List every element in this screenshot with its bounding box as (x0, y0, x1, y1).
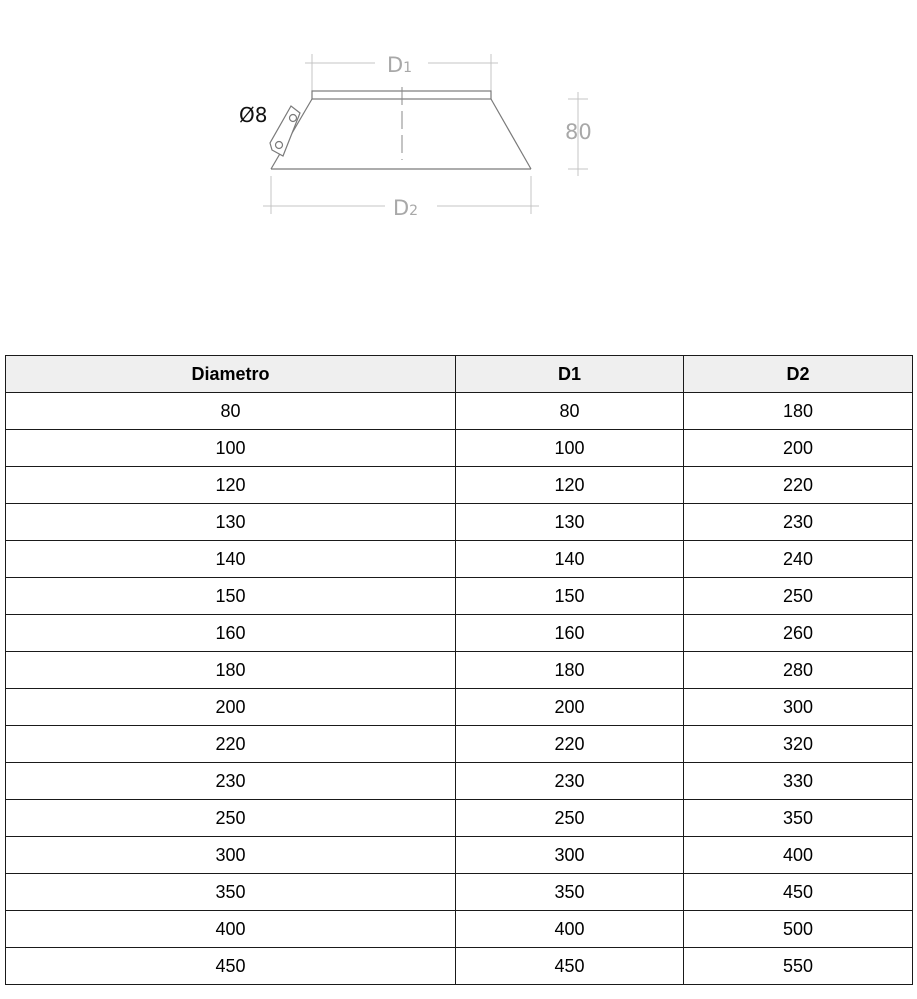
table-row (6, 911, 913, 948)
header-d2: D2 (684, 356, 913, 393)
d2-cell: 350 (684, 800, 913, 837)
diametro-cell: 400 (6, 911, 456, 948)
d2-cell: 400 (684, 837, 913, 874)
d1-cell: 120 (456, 467, 684, 504)
diametro-cell: 220 (6, 726, 456, 763)
d2-cell: 320 (684, 726, 913, 763)
d1-cell: 100 (456, 430, 684, 467)
diametro-cell: 250 (6, 800, 456, 837)
table-row (6, 578, 913, 615)
diametro-cell: 350 (6, 874, 456, 911)
d2-cell: 200 (684, 430, 913, 467)
table-row (6, 615, 913, 652)
diametro-cell: 180 (6, 652, 456, 689)
table-body (6, 393, 913, 985)
d2-cell: 330 (684, 763, 913, 800)
table-row (6, 763, 913, 800)
hole-diameter-label: Ø8 (239, 103, 268, 127)
table-header-row (6, 356, 913, 393)
d1-cell: 300 (456, 837, 684, 874)
d1-cell: 230 (456, 763, 684, 800)
diametro-cell: 450 (6, 948, 456, 985)
dimensions-table (5, 355, 913, 985)
d1-cell: 80 (456, 393, 684, 430)
header-d1: D1 (456, 356, 684, 393)
table-row (6, 874, 913, 911)
d2-cell: 500 (684, 911, 913, 948)
table-row (6, 800, 913, 837)
diametro-cell: 230 (6, 763, 456, 800)
d1-cell: 350 (456, 874, 684, 911)
table-row (6, 541, 913, 578)
table-row (6, 430, 913, 467)
d1-cell: 150 (456, 578, 684, 615)
table-row (6, 837, 913, 874)
diametro-cell: 160 (6, 615, 456, 652)
d2-cell: 300 (684, 689, 913, 726)
diametro-cell: 100 (6, 430, 456, 467)
diametro-cell: 200 (6, 689, 456, 726)
diametro-cell: 130 (6, 504, 456, 541)
d2-cell: 180 (684, 393, 913, 430)
d2-cell: 260 (684, 615, 913, 652)
header-diametro: Diametro (6, 356, 456, 393)
diametro-cell: 300 (6, 837, 456, 874)
d2-cell: 550 (684, 948, 913, 985)
d2-cell: 250 (684, 578, 913, 615)
d1-cell: 160 (456, 615, 684, 652)
table-row (6, 948, 913, 985)
table-row (6, 467, 913, 504)
d2-cell: 230 (684, 504, 913, 541)
d1-cell: 400 (456, 911, 684, 948)
d1-cell: 250 (456, 800, 684, 837)
d1-cell: 130 (456, 504, 684, 541)
d1-cell: 140 (456, 541, 684, 578)
d1-cell: 220 (456, 726, 684, 763)
diametro-cell: 120 (6, 467, 456, 504)
d2-cell: 240 (684, 541, 913, 578)
d1-cell: 180 (456, 652, 684, 689)
height-label: 80 (565, 120, 592, 144)
d2-cell: 220 (684, 467, 913, 504)
diametro-cell: 80 (6, 393, 456, 430)
technical-drawing (0, 0, 917, 330)
table-row (6, 652, 913, 689)
cone-collar-diagram (0, 0, 917, 330)
d1-cell: 450 (456, 948, 684, 985)
cone-body (271, 99, 531, 169)
table-row (6, 689, 913, 726)
d2-cell: 450 (684, 874, 913, 911)
table-row (6, 504, 913, 541)
d2-cell: 280 (684, 652, 913, 689)
d1-cell: 200 (456, 689, 684, 726)
table-row (6, 726, 913, 763)
d1-label: D1 (387, 53, 413, 77)
diametro-cell: 150 (6, 578, 456, 615)
table-row (6, 393, 913, 430)
diametro-cell: 140 (6, 541, 456, 578)
mounting-tab (270, 106, 300, 156)
d2-label: D2 (393, 196, 419, 220)
